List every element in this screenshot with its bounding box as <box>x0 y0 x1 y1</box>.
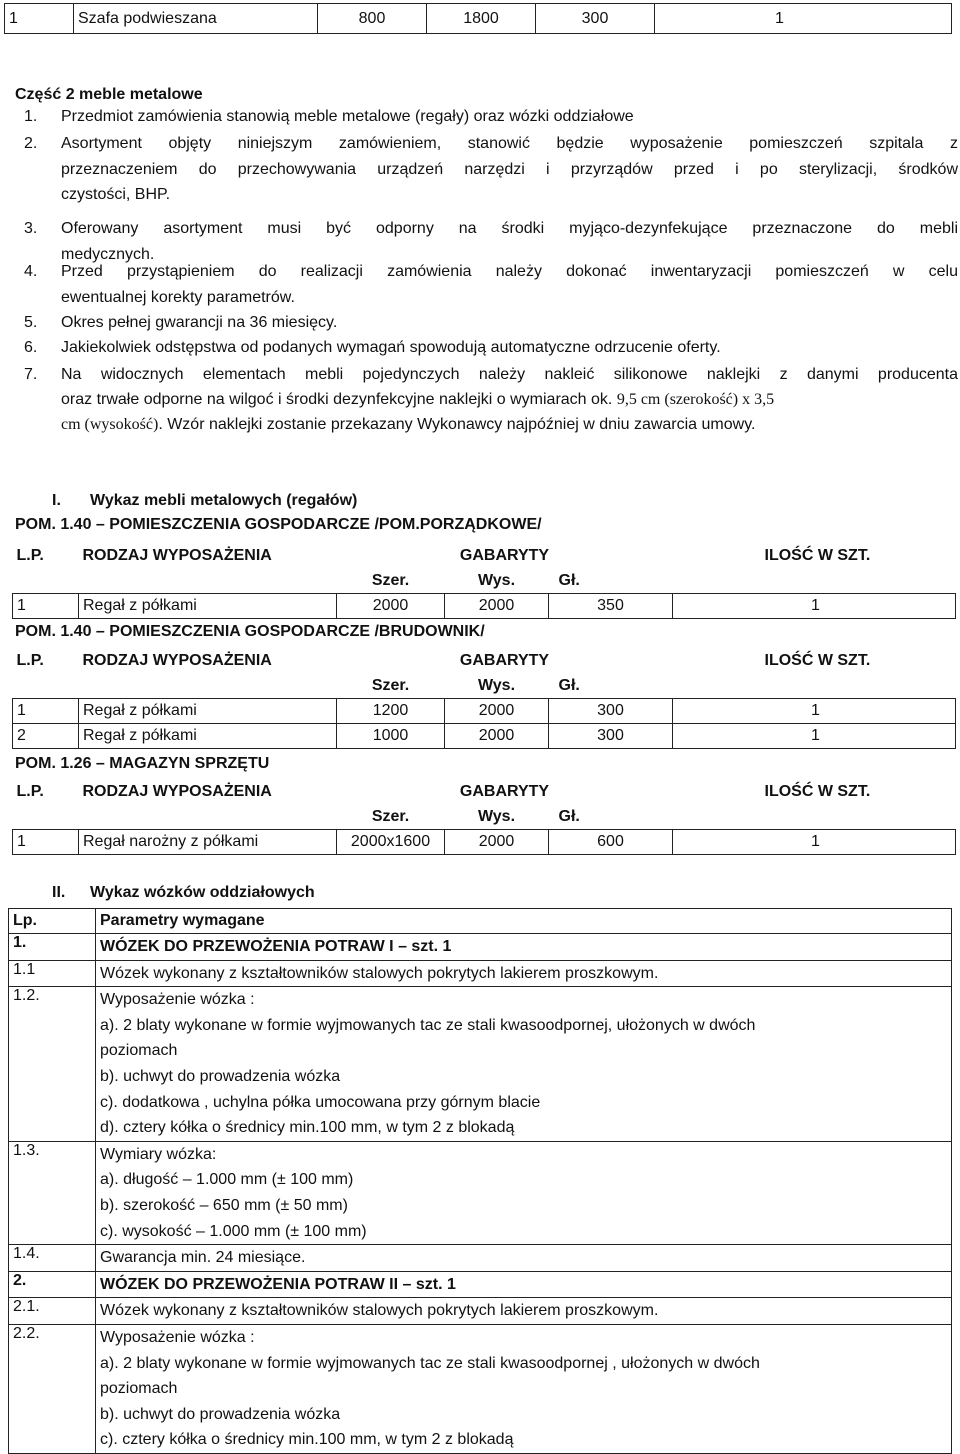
col-wys-header: Wys. <box>477 807 516 825</box>
section2-title: Wykaz wózków oddziałowych <box>90 884 315 901</box>
param-line: Wózek wykonany z kształtowników stalowych pokrytych lakierem proszkowym. <box>100 1302 659 1320</box>
section1-title: Wykaz mebli metalowych (regałów) <box>90 492 358 509</box>
item7-line3 <box>61 416 755 434</box>
empty-cell <box>79 568 337 594</box>
name-cell: Regał z półkami <box>79 594 337 619</box>
section2-roman: II. <box>52 884 66 901</box>
table-header-row <box>13 648 956 673</box>
col-ilosc-header: ILOŚĆ W SZT. <box>764 782 871 800</box>
item7-line2-text: oraz trwałe odporne na wilgoć i środki dezynfekcyjne naklejki o wymiarach ok. <box>61 391 617 408</box>
szer-cell: 1200 <box>337 699 445 724</box>
col-gl-header: Gł. <box>558 676 580 694</box>
szer-cell: 2000x1600 <box>337 830 445 855</box>
col-gabaryty-header: GABARYTY <box>459 546 550 564</box>
lp-cell: 2.2. <box>9 1324 96 1453</box>
name-cell: Regał z półkami <box>79 724 337 749</box>
param-line: a). 2 blaty wykonane w formie wyjmowanych tac ze stali kwasoodpornej, ułożonych w dwóch <box>100 1016 756 1034</box>
name-cell: Regał z półkami <box>79 699 337 724</box>
table-row <box>13 699 956 724</box>
params-cell <box>96 1245 952 1272</box>
param-line: c). dodatkowa , uchylna półka umocowana przy górnym blacie <box>100 1093 541 1111</box>
table-row <box>9 1271 952 1298</box>
col-ilosc-header: ILOŚĆ W SZT. <box>764 651 871 669</box>
table-row <box>9 1298 952 1325</box>
wys-cell: 1800 <box>427 4 536 34</box>
param-line: c). wysokość – 1.000 mm (± 100 mm) <box>100 1222 367 1240</box>
list-number: 6. <box>24 339 38 356</box>
param-line: Gwarancja min. 24 miesiące. <box>100 1249 306 1267</box>
param-line: c). cztery kółka o średnicy min.100 mm, w tym 2 z blokadą <box>100 1431 514 1449</box>
col-rodzaj-header: RODZAJ WYPOSAŻENIA <box>82 546 272 564</box>
table-row <box>5 4 952 34</box>
wys-cell: 2000 <box>445 830 549 855</box>
list-number: 4. <box>24 263 38 280</box>
empty-cell <box>13 804 79 830</box>
room-table <box>12 543 956 619</box>
qty-cell: 1 <box>673 724 956 749</box>
list-item-text: Jakiekolwiek odstępstwa od podanych wymagań spowodują automatyczne odrzucenie oferty. <box>61 339 721 356</box>
params-cell <box>96 960 952 987</box>
param-line: b). szerokość – 650 mm (± 50 mm) <box>100 1196 348 1214</box>
empty-cell <box>13 568 79 594</box>
param-line: Wyposażenie wózka : <box>100 1328 255 1346</box>
empty-cell <box>673 568 956 594</box>
col-gl-header: Gł. <box>558 571 580 589</box>
param-line: poziomach <box>100 1042 178 1060</box>
col-params-header: Parametry wymagane <box>96 909 952 934</box>
lp-cell: 2.1. <box>9 1298 96 1325</box>
part2-title: Część 2 meble metalowe <box>15 86 203 103</box>
lp-cell: 1 <box>5 4 74 34</box>
empty-cell <box>13 673 79 699</box>
param-line: a). długość – 1.000 mm (± 100 mm) <box>100 1171 354 1189</box>
col-szer-header: Szer. <box>371 571 410 589</box>
gl-cell: 300 <box>549 699 673 724</box>
col-lp-header: Lp. <box>9 909 96 934</box>
table-row <box>13 830 956 855</box>
name-cell: Regał narożny z półkami <box>79 830 337 855</box>
table-row <box>13 594 956 619</box>
szer-cell: 2000 <box>337 594 445 619</box>
col-lp-header: L.P. <box>16 546 44 564</box>
table-row <box>9 1141 952 1244</box>
params-cell <box>96 1271 952 1298</box>
table-header-row <box>13 779 956 804</box>
gl-cell: 350 <box>549 594 673 619</box>
list-item-text: czystości, BHP. <box>61 186 171 203</box>
gl-cell: 300 <box>536 4 655 34</box>
params-cell <box>96 1141 952 1244</box>
lp-cell: 1 <box>13 830 79 855</box>
lp-cell: 1 <box>13 594 79 619</box>
list-item-text: Asortyment objęty niniejszym zamówieniem, stanowić będzie wyposażenie pomieszczeń szpitala z <box>61 135 958 152</box>
gl-cell: 300 <box>549 724 673 749</box>
list-number: 7. <box>24 366 38 383</box>
wys-cell: 2000 <box>445 699 549 724</box>
list-number: 3. <box>24 220 38 237</box>
table-subheader-row <box>13 673 956 699</box>
wys-cell: 2000 <box>445 724 549 749</box>
params-cell <box>96 987 952 1142</box>
list-number: 5. <box>24 314 38 331</box>
empty-cell <box>673 673 956 699</box>
params-cell <box>96 1298 952 1325</box>
name-cell: Szafa podwieszana <box>74 4 318 34</box>
qty-cell: 1 <box>673 699 956 724</box>
lp-cell: 1. <box>9 934 96 961</box>
params-cell <box>96 1324 952 1453</box>
param-line: d). cztery kółka o średnicy min.100 mm, w tym 2 z blokadą <box>100 1119 515 1137</box>
param-line: a). 2 blaty wykonane w formie wyjmowanych tac ze stali kwasoodpornej , ułożonych w dwóch <box>100 1354 760 1372</box>
qty-cell: 1 <box>673 594 956 619</box>
lp-cell: 1.2. <box>9 987 96 1142</box>
empty-cell <box>79 804 337 830</box>
table-header-row <box>9 909 952 934</box>
col-szer-header: Szer. <box>371 676 410 694</box>
param-line: b). uchwyt do prowadzenia wózka <box>100 1067 341 1085</box>
col-rodzaj-header: RODZAJ WYPOSAŻENIA <box>82 782 272 800</box>
list-item-text: ewentualnej korekty parametrów. <box>61 288 295 306</box>
col-szer-header: Szer. <box>371 807 410 825</box>
szer-cell: 800 <box>318 4 427 34</box>
lp-cell: 1.1 <box>9 960 96 987</box>
col-rodzaj-header: RODZAJ WYPOSAŻENIA <box>82 651 272 669</box>
qty-cell: 1 <box>673 830 956 855</box>
lp-cell: 1 <box>13 699 79 724</box>
col-gabaryty-header: GABARYTY <box>459 782 550 800</box>
param-line: Wymiary wózka: <box>100 1145 217 1163</box>
item7-height: cm (wysokość) <box>61 416 159 433</box>
table-row <box>9 987 952 1142</box>
qty-cell: 1 <box>655 4 952 34</box>
param-line: WÓZEK DO PRZEWOŻENIA POTRAW I – szt. 1 <box>100 938 452 955</box>
col-ilosc-header: ILOŚĆ W SZT. <box>764 546 871 564</box>
gl-cell: 600 <box>549 830 673 855</box>
list-item-text: Oferowany asortyment musi być odporny na środki myjąco-dezynfekujące przeznaczone do mebli <box>61 220 958 237</box>
col-wys-header: Wys. <box>477 571 516 589</box>
item7-dimensions: 9,5 cm (szerokość) x 3,5 <box>616 391 775 408</box>
room-title: POM. 1.26 – MAGAZYN SPRZĘTU <box>15 755 270 772</box>
col-lp-header: L.P. <box>16 651 44 669</box>
list-item-text: Okres pełnej gwarancji na 36 miesięcy. <box>61 314 338 331</box>
lp-cell: 2 <box>13 724 79 749</box>
table-row <box>13 724 956 749</box>
table-row <box>9 1324 952 1453</box>
table-header-row <box>13 543 956 568</box>
param-line: b). uchwyt do prowadzenia wózka <box>100 1405 341 1423</box>
room-title: POM. 1.40 – POMIESZCZENIA GOSPODARCZE /BRUDOWNIK/ <box>15 623 485 640</box>
params-cell <box>96 934 952 961</box>
lp-cell: 1.4. <box>9 1245 96 1272</box>
list-number: 2. <box>24 135 38 152</box>
lp-cell: 1.3. <box>9 1141 96 1244</box>
list-item-text: Przedmiot zamówienia stanowią meble metalowe (regały) oraz wózki oddziałowe <box>61 108 634 125</box>
table-subheader-row <box>13 568 956 594</box>
col-gl-header: Gł. <box>558 807 580 825</box>
param-line: Wózek wykonany z kształtowników stalowych pokrytych lakierem proszkowym. <box>100 964 659 982</box>
room-table <box>12 779 956 855</box>
szer-cell: 1000 <box>337 724 445 749</box>
empty-cell <box>79 673 337 699</box>
list-item-text: medycznych. <box>61 245 155 263</box>
lp-cell: 2. <box>9 1271 96 1298</box>
param-line: Wyposażenie wózka : <box>100 991 255 1009</box>
room-title: POM. 1.40 – POMIESZCZENIA GOSPODARCZE /POM.PORZĄDKOWE/ <box>15 516 542 533</box>
table-row <box>9 1245 952 1272</box>
top-row-table <box>4 3 952 34</box>
room-table <box>12 648 956 749</box>
section1-roman: I. <box>52 492 61 509</box>
param-line: poziomach <box>100 1380 178 1398</box>
param-line: WÓZEK DO PRZEWOŻENIA POTRAW II – szt. 1 <box>100 1275 456 1293</box>
list-item-text: przeznaczeniem do przechowywania urządzeń narzędzi i przyrządów przed i po sterylizacji, środków <box>61 160 958 178</box>
col-wys-header: Wys. <box>477 676 516 694</box>
col-lp-header: L.P. <box>16 782 44 800</box>
empty-cell <box>673 804 956 830</box>
item7-line2 <box>61 391 774 409</box>
list-number: 1. <box>24 108 38 125</box>
table-row <box>9 960 952 987</box>
col-gabaryty-header: GABARYTY <box>459 651 550 669</box>
section2-table <box>8 908 952 1454</box>
list-item-text: Przed przystąpieniem do realizacji zamówienia należy dokonać inwentaryzacji pomieszczeń w celu <box>61 263 958 280</box>
list-item-text: Na widocznych elementach mebli pojedynczych należy nakleić silikonowe naklejki z danymi producenta <box>61 366 958 383</box>
wys-cell: 2000 <box>445 594 549 619</box>
table-row <box>9 934 952 961</box>
item7-line3-text: . Wzór naklejki zostanie przekazany Wykonawcy najpóźniej w dniu zawarcia umowy. <box>158 416 756 433</box>
table-subheader-row <box>13 804 956 830</box>
